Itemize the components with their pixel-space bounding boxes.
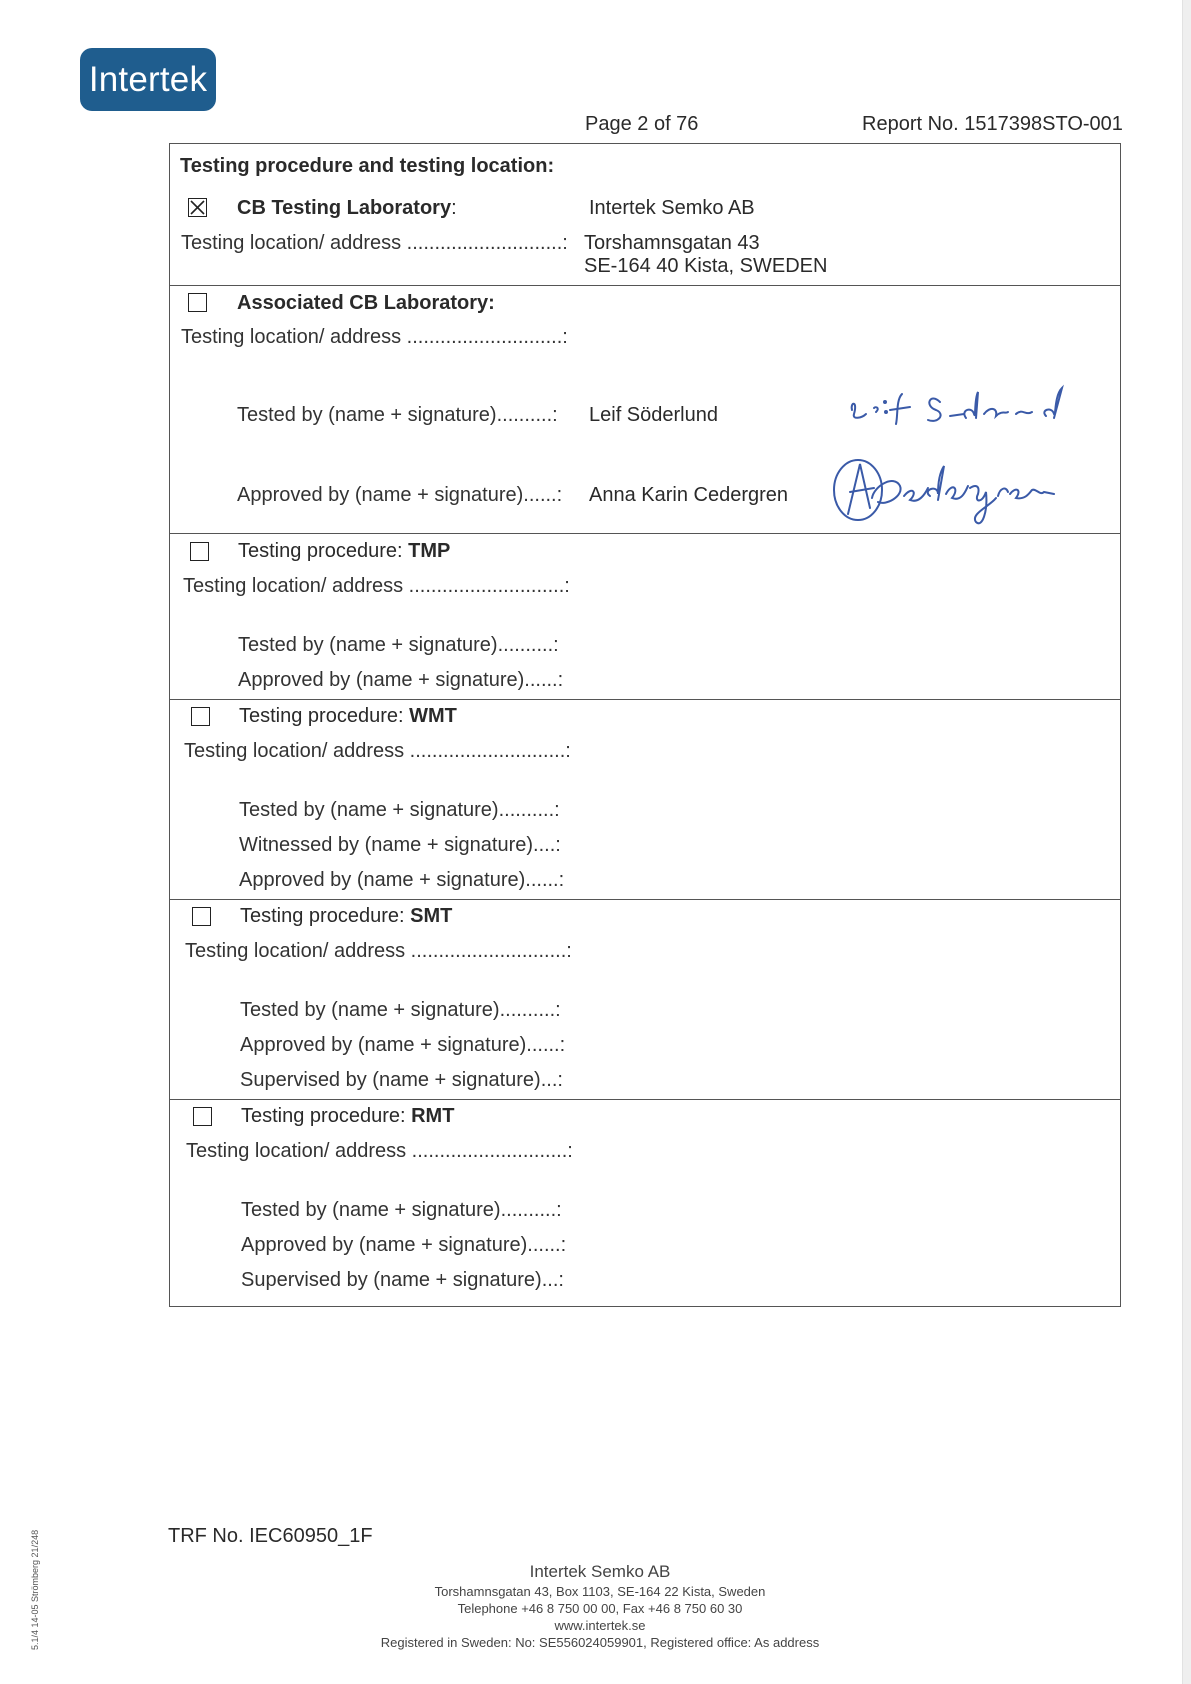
rmt-label: Testing procedure: RMT — [241, 1105, 455, 1127]
checkbox-x-icon — [189, 199, 208, 218]
rmt-checkbox[interactable] — [193, 1107, 212, 1126]
assoc-lab-label: Associated CB Laboratory: — [237, 292, 495, 314]
cb-lab-location-label: Testing location/ address ............................: — [181, 232, 568, 254]
section-divider — [169, 899, 1121, 900]
section-divider — [169, 1099, 1121, 1100]
intertek-logo: Intertek — [80, 48, 216, 111]
section-divider — [169, 285, 1121, 286]
smt-supervised-label: Supervised by (name + signature)...: — [240, 1069, 563, 1091]
side-form-code: 5.1/4 14-05 Strömberg 21/248 — [30, 1529, 40, 1650]
page-number: Page 2 of 76 — [585, 113, 699, 135]
section-divider — [169, 533, 1121, 534]
assoc-lab-approved-value: Anna Karin Cedergren — [589, 484, 789, 506]
cb-lab-checkbox[interactable] — [188, 198, 207, 217]
form-title: Testing procedure and testing location: — [180, 155, 555, 177]
tmp-approved-label: Approved by (name + signature)......: — [238, 669, 564, 691]
rmt-location-label: Testing location/ address ............................: — [186, 1140, 573, 1162]
assoc-lab-tested-label: Tested by (name + signature)..........: — [237, 404, 558, 426]
tmp-checkbox[interactable] — [190, 542, 209, 561]
page-edge — [1182, 0, 1191, 1684]
footer-website: www.intertek.se — [554, 1618, 646, 1633]
tmp-tested-label: Tested by (name + signature)..........: — [238, 634, 559, 656]
smt-approved-label: Approved by (name + signature)......: — [240, 1034, 566, 1056]
rmt-supervised-label: Supervised by (name + signature)...: — [241, 1269, 564, 1291]
cb-lab-address-line2: SE-164 40 Kista, SWEDEN — [584, 255, 828, 277]
wmt-location-label: Testing location/ address ............................: — [184, 740, 571, 762]
assoc-lab-approved-label: Approved by (name + signature)......: — [237, 484, 563, 506]
footer-address: Torshamnsgatan 43, Box 1103, SE-164 22 Kista, Sweden — [434, 1584, 766, 1599]
rmt-tested-label: Tested by (name + signature)..........: — [241, 1199, 562, 1221]
wmt-tested-label: Tested by (name + signature)..........: — [239, 799, 560, 821]
cb-lab-address-line1: Torshamnsgatan 43 — [584, 232, 760, 254]
cb-lab-label: CB Testing Laboratory: — [237, 197, 457, 219]
wmt-checkbox[interactable] — [191, 707, 210, 726]
signature-cedergren — [830, 452, 1060, 532]
signature-leif-soderlund — [840, 380, 1080, 430]
smt-checkbox[interactable] — [192, 907, 211, 926]
smt-tested-label: Tested by (name + signature)..........: — [240, 999, 561, 1021]
tmp-location-label: Testing location/ address ............................: — [183, 575, 570, 597]
report-number: Report No. 1517398STO-001 — [862, 113, 1123, 135]
footer-phone: Telephone +46 8 750 00 00, Fax +46 8 750 60 30 — [457, 1601, 743, 1616]
assoc-lab-location-label: Testing location/ address ............................: — [181, 326, 568, 348]
footer-company: Intertek Semko AB — [529, 1562, 671, 1581]
assoc-lab-checkbox[interactable] — [188, 293, 207, 312]
rmt-approved-label: Approved by (name + signature)......: — [241, 1234, 567, 1256]
tmp-label: Testing procedure: TMP — [238, 540, 451, 562]
wmt-label: Testing procedure: WMT — [239, 705, 457, 727]
smt-label: Testing procedure: SMT — [240, 905, 453, 927]
footer-registered: Registered in Sweden: No: SE556024059901, Registered office: As address — [380, 1635, 820, 1650]
smt-location-label: Testing location/ address ............................: — [185, 940, 572, 962]
wmt-approved-label: Approved by (name + signature)......: — [239, 869, 565, 891]
wmt-witnessed-label: Witnessed by (name + signature)....: — [239, 834, 561, 856]
section-divider — [169, 699, 1121, 700]
assoc-lab-tested-value: Leif Söderlund — [589, 404, 718, 426]
trf-number: TRF No. IEC60950_1F — [168, 1525, 373, 1547]
cb-lab-name: Intertek Semko AB — [589, 197, 755, 219]
